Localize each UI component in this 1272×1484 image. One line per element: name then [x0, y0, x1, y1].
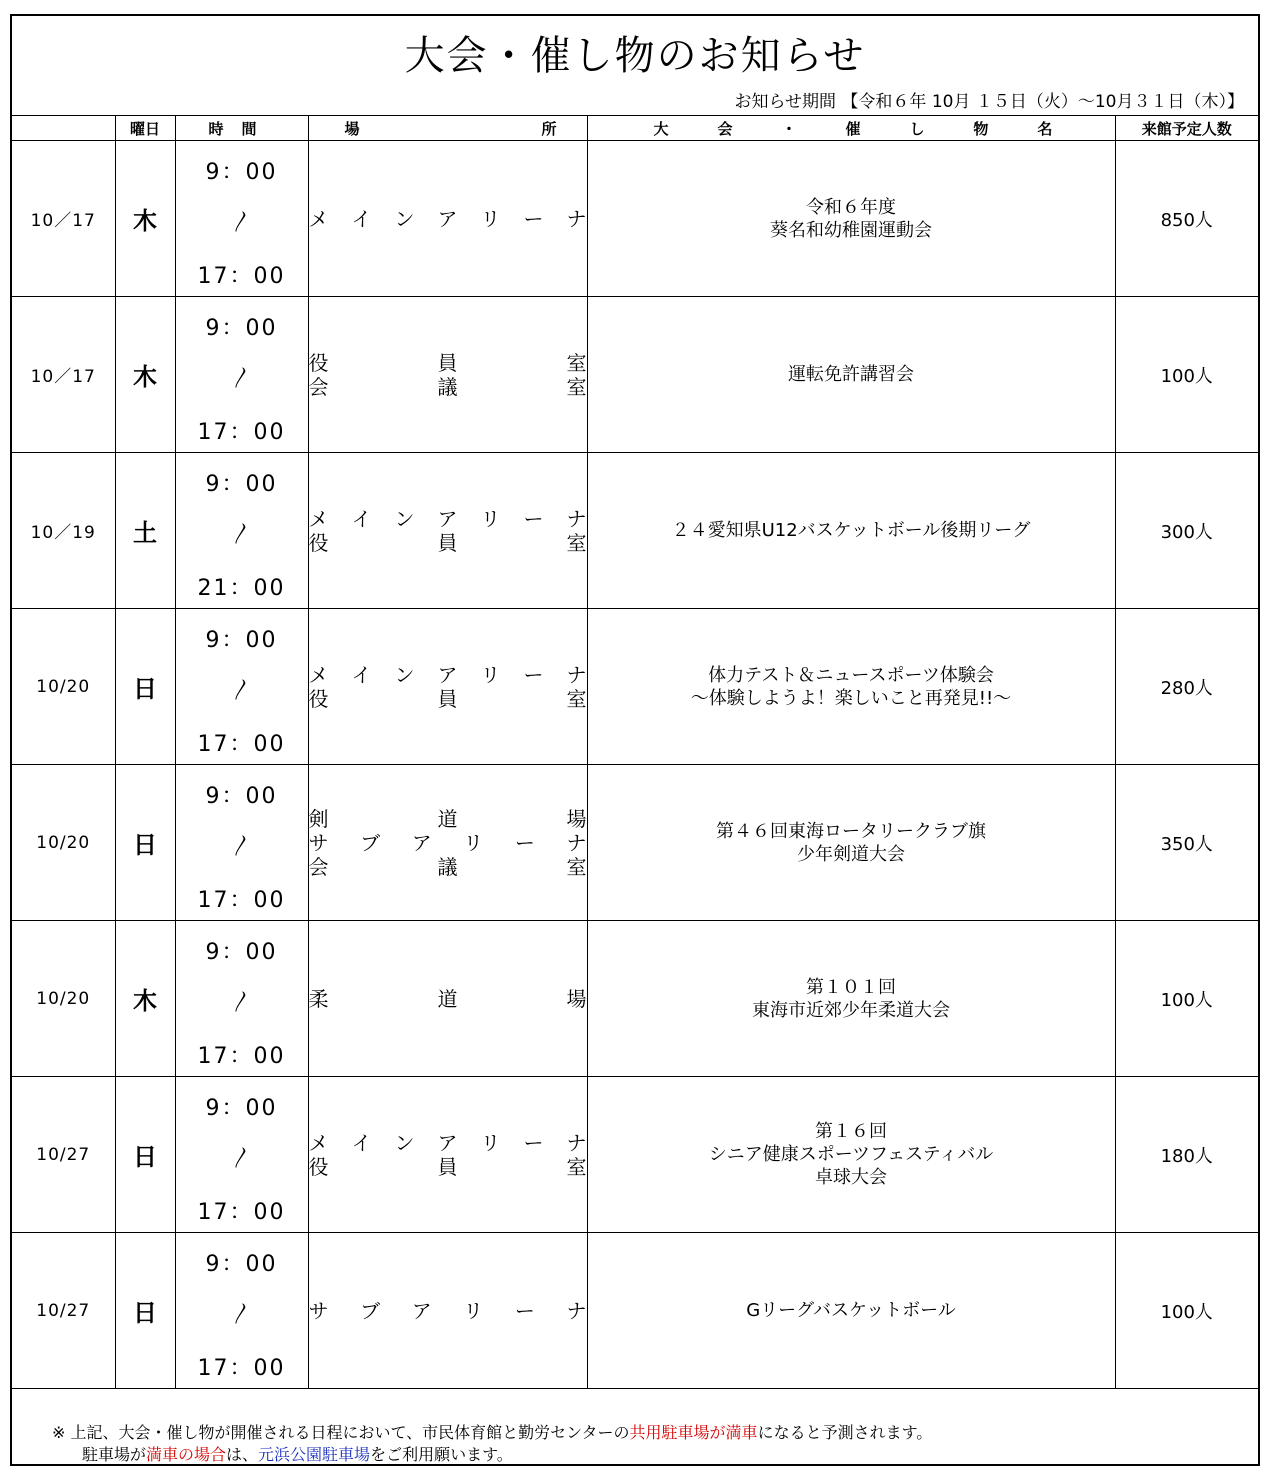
event-place: [308, 1233, 587, 1389]
place-char: 道: [437, 986, 458, 1011]
place-char: ア: [437, 1130, 458, 1155]
table-row: [12, 1077, 1258, 1233]
place-char: リ: [480, 506, 501, 531]
expected-visitors: 100人: [1115, 1233, 1258, 1389]
start-time: 9：00: [205, 940, 278, 965]
event-name: [587, 297, 1115, 453]
event-day-of-week: 木: [115, 921, 175, 1077]
start-time: 9：00: [205, 1096, 278, 1121]
event-name-line: 運転免許講習会: [788, 364, 914, 385]
place-char: メ: [308, 506, 329, 531]
place-line: [309, 1131, 587, 1155]
header-event-char: 催: [845, 119, 861, 138]
expected-visitors: 100人: [1115, 921, 1258, 1077]
place-char: ン: [394, 1130, 415, 1155]
start-time: 9：00: [205, 1252, 278, 1277]
note-segment: 共用駐車場が満車: [629, 1423, 758, 1442]
event-name: [587, 1077, 1115, 1233]
time-range-mark: 〳: [230, 210, 253, 235]
note-segment: 駐車場が: [82, 1445, 147, 1464]
event-time: [175, 297, 308, 453]
place-char: ブ: [360, 1298, 381, 1323]
place-char: リ: [463, 830, 484, 855]
table-row: [12, 453, 1258, 609]
place-char: ン: [394, 662, 415, 687]
event-name-line: Gリーグバスケットボール: [746, 1300, 956, 1321]
event-name: [587, 765, 1115, 921]
place-char: ン: [394, 506, 415, 531]
event-name: [587, 141, 1115, 297]
event-time: [175, 141, 308, 297]
event-name-line: 第４６回東海ロータリークラブ旗: [716, 820, 986, 842]
end-time: 21：00: [197, 576, 286, 601]
place-line: [309, 375, 587, 399]
place-char: 場: [566, 806, 587, 831]
event-date: 10／17: [12, 141, 115, 297]
event-day-of-week: 土: [115, 453, 175, 609]
place-char: 剣: [308, 806, 329, 831]
place-char: ア: [411, 1298, 432, 1323]
place-char: 役: [308, 1154, 329, 1179]
time-range-mark: 〳: [230, 678, 253, 703]
expected-visitors: 100人: [1115, 297, 1258, 453]
place-char: 役: [308, 686, 329, 711]
notice-period: お知らせ期間 【令和６年 10月 １５日（火）～10月３１日（木）】: [734, 92, 1244, 112]
place-char: ナ: [566, 830, 587, 855]
event-place: [308, 921, 587, 1077]
place-line: [309, 687, 587, 711]
table-row: [12, 765, 1258, 921]
place-char: 室: [566, 350, 587, 375]
place-line: [309, 1299, 587, 1323]
expected-visitors: 300人: [1115, 453, 1258, 609]
header-place-char: 場: [344, 119, 360, 138]
place-char: 会: [308, 854, 329, 879]
place-char: イ: [351, 662, 372, 687]
place-char: ブ: [360, 830, 381, 855]
place-line: [309, 207, 587, 231]
note-segment: 満車の場合: [146, 1445, 227, 1464]
parking-note-line-2: [52, 1444, 932, 1466]
time-range-mark: 〳: [230, 834, 253, 859]
place-char: リ: [480, 662, 501, 687]
end-time: 17：00: [197, 264, 286, 289]
place-line: [309, 507, 587, 531]
place-line: [309, 351, 587, 375]
event-day-of-week: 木: [115, 141, 175, 297]
event-place: [308, 297, 587, 453]
place-line: [309, 855, 587, 879]
place-char: ー: [523, 662, 544, 687]
event-date: 10/27: [12, 1077, 115, 1233]
place-char: 員: [437, 350, 458, 375]
event-date: 10／19: [12, 453, 115, 609]
place-char: 議: [437, 374, 458, 399]
place-char: ナ: [566, 662, 587, 687]
start-time: 9：00: [205, 472, 278, 497]
note-segment: ※ 上記、大会・催し物が開催される日程において、市民体育館と勤労センターの: [52, 1423, 630, 1442]
place-char: ー: [523, 1130, 544, 1155]
event-time: [175, 1233, 308, 1389]
time-range-mark: 〳: [230, 1302, 253, 1327]
event-time: [175, 609, 308, 765]
header-time-label: 時間: [208, 119, 275, 138]
event-day-of-week: 日: [115, 1077, 175, 1233]
place-char: 員: [437, 1154, 458, 1179]
table-row: [12, 141, 1258, 297]
place-char: ナ: [566, 1130, 587, 1155]
note-segment: は、: [226, 1445, 259, 1464]
event-name: [587, 921, 1115, 1077]
event-name-line: ２４愛知県U12バスケットボール後期リーグ: [671, 520, 1031, 541]
header-time: [175, 116, 308, 141]
place-char: リ: [463, 1298, 484, 1323]
place-char: ー: [523, 206, 544, 231]
place-char: 役: [308, 530, 329, 555]
event-place: [308, 1077, 587, 1233]
header-place: [308, 116, 587, 141]
place-char: リ: [480, 206, 501, 231]
place-char: イ: [351, 206, 372, 231]
header-event-char: 物: [973, 119, 989, 138]
place-char: サ: [308, 1298, 329, 1323]
place-char: メ: [308, 206, 329, 231]
place-char: 員: [437, 686, 458, 711]
place-line: [309, 831, 587, 855]
event-place: [308, 609, 587, 765]
event-time: [175, 1077, 308, 1233]
table-row: [12, 297, 1258, 453]
expected-visitors: 350人: [1115, 765, 1258, 921]
place-char: 柔: [308, 986, 329, 1011]
place-char: イ: [351, 1130, 372, 1155]
place-char: メ: [308, 662, 329, 687]
event-place: [308, 453, 587, 609]
event-name-line: シニア健康スポーツフェスティバル: [708, 1144, 994, 1165]
event-name: [587, 453, 1115, 609]
place-char: 場: [566, 986, 587, 1011]
table-row: [12, 609, 1258, 765]
time-range-mark: 〳: [230, 366, 253, 391]
header-event-char: し: [909, 119, 925, 138]
end-time: 17：00: [197, 1356, 286, 1381]
place-char: ン: [394, 206, 415, 231]
event-name-line: ～体験しようよ！楽しいこと再発見!!～: [690, 687, 1012, 709]
header-expected-visitors: 来館予定人数: [1115, 116, 1258, 141]
page-title: 大会・催し物のお知らせ: [404, 33, 866, 79]
event-place: [308, 765, 587, 921]
header-event-char: 大: [653, 119, 669, 138]
time-range-mark: 〳: [230, 1146, 253, 1171]
header-day-of-week: 曜日: [115, 116, 175, 141]
expected-visitors: 280人: [1115, 609, 1258, 765]
place-char: ー: [514, 830, 535, 855]
event-date: 10/20: [12, 921, 115, 1077]
place-char: 役: [308, 350, 329, 375]
notice-frame: [10, 14, 1260, 1466]
place-char: ア: [437, 662, 458, 687]
place-line: [309, 663, 587, 687]
place-char: メ: [308, 1130, 329, 1155]
event-day-of-week: 日: [115, 765, 175, 921]
event-name-line: 東海市近郊少年柔道大会: [752, 999, 950, 1021]
note-segment: をご利用願います。: [370, 1445, 513, 1464]
place-char: ー: [523, 506, 544, 531]
event-time: [175, 921, 308, 1077]
place-char: ア: [437, 506, 458, 531]
expected-visitors: 180人: [1115, 1077, 1258, 1233]
header-event: [587, 116, 1115, 141]
note-segment: になると予測されます。: [757, 1423, 933, 1442]
event-name-line: 令和６年度: [806, 196, 896, 218]
header-place-char: 所: [541, 119, 557, 138]
place-char: ナ: [566, 1298, 587, 1323]
place-char: 室: [566, 374, 587, 399]
start-time: 9：00: [205, 628, 278, 653]
table-header-row: [12, 116, 1258, 141]
place-char: 室: [566, 1154, 587, 1179]
place-char: 会: [308, 374, 329, 399]
event-date: 10/20: [12, 609, 115, 765]
place-line: [309, 531, 587, 555]
end-time: 17：00: [197, 732, 286, 757]
place-line: [309, 987, 587, 1011]
time-range-mark: 〳: [230, 522, 253, 547]
place-char: 員: [437, 530, 458, 555]
event-name: [587, 609, 1115, 765]
end-time: 17：00: [197, 420, 286, 445]
parking-note: [52, 1422, 932, 1466]
start-time: 9：00: [205, 316, 278, 341]
table-row: [12, 921, 1258, 1077]
place-char: 道: [437, 806, 458, 831]
place-line: [309, 1155, 587, 1179]
event-time: [175, 765, 308, 921]
header-event-char: ・: [781, 119, 797, 138]
event-name-line: 体力テスト＆ニュースポーツ体験会: [708, 664, 994, 686]
place-char: ア: [437, 206, 458, 231]
event-name-line: 第１０１回: [806, 976, 896, 998]
event-day-of-week: 日: [115, 1233, 175, 1389]
event-name-line: 卓球大会: [815, 1167, 887, 1188]
event-day-of-week: 木: [115, 297, 175, 453]
header-event-char: 会: [717, 119, 733, 138]
place-char: ア: [411, 830, 432, 855]
place-char: 室: [566, 854, 587, 879]
start-time: 9：00: [205, 160, 278, 185]
expected-visitors: 850人: [1115, 141, 1258, 297]
place-char: リ: [480, 1130, 501, 1155]
event-time: [175, 453, 308, 609]
event-date: 10/20: [12, 765, 115, 921]
event-day-of-week: 日: [115, 609, 175, 765]
header-date: [12, 116, 115, 141]
place-char: 議: [437, 854, 458, 879]
event-date: 10／17: [12, 297, 115, 453]
event-date: 10/27: [12, 1233, 115, 1389]
start-time: 9：00: [205, 784, 278, 809]
end-time: 17：00: [197, 1044, 286, 1069]
place-char: サ: [308, 830, 329, 855]
schedule-table: [12, 115, 1258, 1389]
place-char: 室: [566, 530, 587, 555]
event-name-line: 第１６回: [815, 1121, 887, 1142]
place-char: 室: [566, 686, 587, 711]
event-name-line: 少年剣道大会: [797, 843, 905, 865]
place-char: ー: [514, 1298, 535, 1323]
time-range-mark: 〳: [230, 990, 253, 1015]
place-char: イ: [351, 506, 372, 531]
event-place: [308, 141, 587, 297]
note-segment: 元浜公園駐車場: [258, 1445, 371, 1464]
place-char: ナ: [566, 506, 587, 531]
event-name: [587, 1233, 1115, 1389]
place-line: [309, 807, 587, 831]
table-row: [12, 1233, 1258, 1389]
end-time: 17：00: [197, 1200, 286, 1225]
parking-note-line-1: [52, 1422, 932, 1444]
header-event-char: 名: [1037, 119, 1053, 138]
event-name-line: 葵名和幼稚園運動会: [770, 219, 932, 241]
place-char: ナ: [566, 206, 587, 231]
end-time: 17：00: [197, 888, 286, 913]
